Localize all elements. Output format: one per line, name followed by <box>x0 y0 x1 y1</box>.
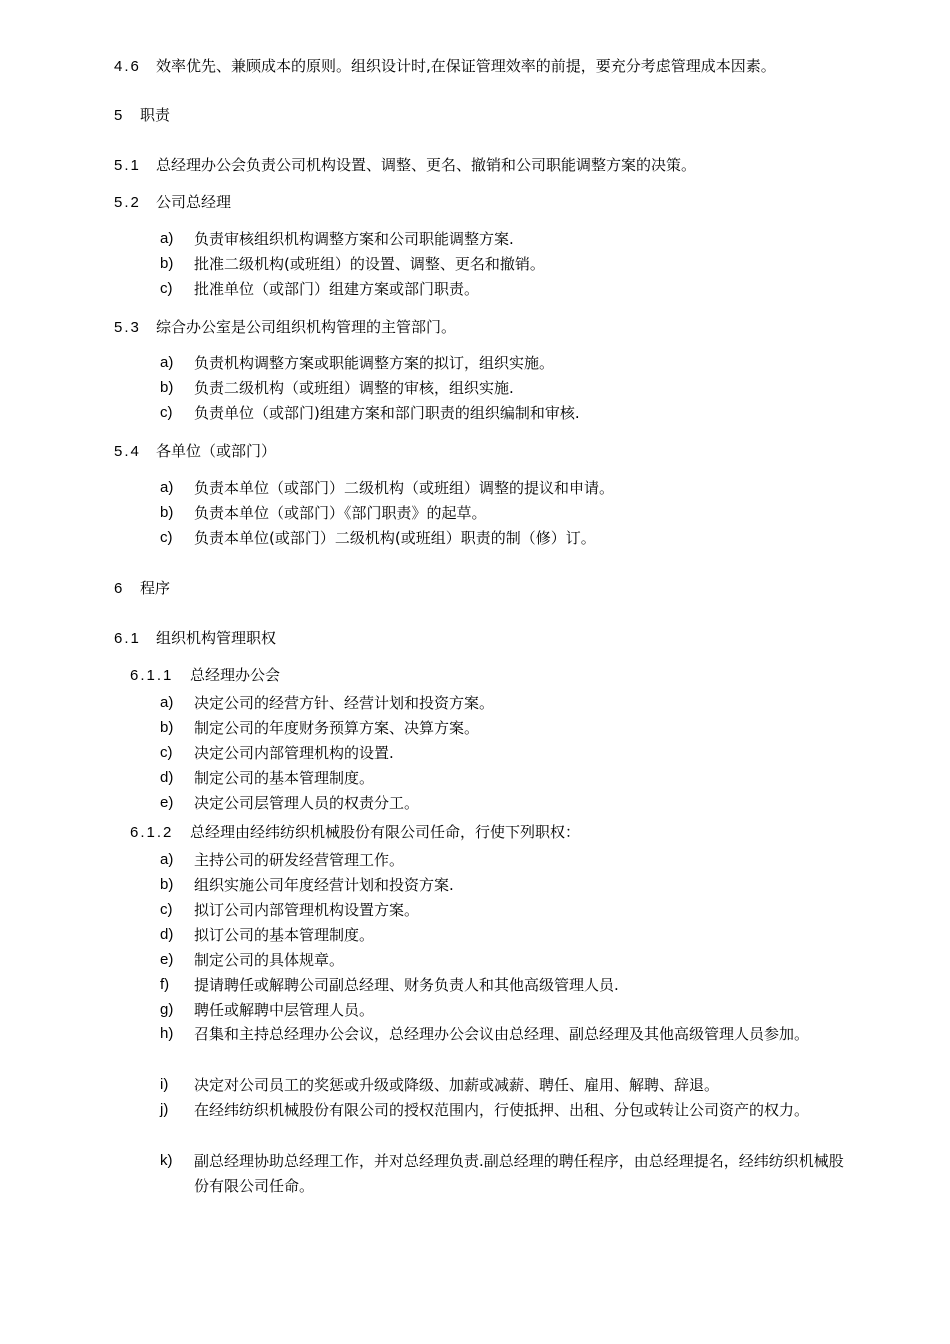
list-text: 制定公司的基本管理制度。 <box>194 769 375 787</box>
list-marker: a) <box>160 694 174 711</box>
section-text: 总经理由经纬纺织机械股份有限公司任命，行使下列职权： <box>190 823 581 841</box>
section-title: 综合办公室是公司组织机构管理的主管部门。 <box>156 318 457 336</box>
section-number: 5.1 <box>114 157 141 174</box>
list-text: 决定公司的经营方针、经营计划和投资方案。 <box>194 694 495 712</box>
list-text: 组织实施公司年度经营计划和投资方案. <box>194 876 454 894</box>
list-text: 决定公司层管理人员的权责分工。 <box>194 794 420 812</box>
list-marker: c) <box>160 529 173 546</box>
section-number: 5.2 <box>114 194 141 211</box>
section-title: 程序 <box>140 579 171 597</box>
section-number: 6.1.1 <box>130 667 174 684</box>
list-text: 聘任或解聘中层管理人员。 <box>194 1001 375 1019</box>
section-6-1 <box>114 628 276 649</box>
list-marker: d) <box>160 926 174 943</box>
list-text: 负责本单位（或部门）二级机构（或班组）调整的提议和申请。 <box>194 479 615 497</box>
section-5-3 <box>114 317 456 338</box>
section-title: 职责 <box>140 106 171 124</box>
list-marker: j) <box>160 1101 169 1118</box>
list-text: 批准单位（或部门）组建方案或部门职责。 <box>194 280 480 298</box>
section-text: 总经理办公会负责公司机构设置、调整、更名、撤销和公司职能调整方案的决策。 <box>156 156 697 174</box>
list-text: 负责二级机构（或班组）调整的审核，组织实施. <box>194 379 514 397</box>
list-text: 拟订公司的基本管理制度。 <box>194 926 375 944</box>
list-marker: b) <box>160 379 174 396</box>
section-number: 6.1 <box>114 630 141 647</box>
list-text: 主持公司的研发经营管理工作。 <box>194 851 405 869</box>
section-number: 5 <box>114 107 125 124</box>
section-title: 总经理办公会 <box>190 666 281 684</box>
section-6-heading <box>114 578 170 599</box>
section-number: 4.6 <box>114 58 141 75</box>
list-text: 召集和主持总经理办公会议，总经理办公会议由总经理、副总经理及其他高级管理人员参加。 <box>194 1025 810 1043</box>
list-text: 制定公司的具体规章。 <box>194 951 345 969</box>
section-number: 5.3 <box>114 319 141 336</box>
list-text: 决定对公司员工的奖惩或升级或降级、加薪或减薪、聘任、雇用、解聘、辞退。 <box>194 1076 720 1094</box>
list-marker: i) <box>160 1076 169 1093</box>
section-number: 6 <box>114 580 125 597</box>
section-number: 6.1.2 <box>130 824 174 841</box>
list-text: 副总经理协助总经理工作，并对总经理负责.副总经理的聘任程序，由总经理提名，经纬纺织机械股份有限公司任命。 <box>194 1152 844 1195</box>
section-text: 效率优先、兼顾成本的原则。组织设计时,在保证管理效率的前提，要充分考虑管理成本因素。 <box>156 57 776 75</box>
list-marker: a) <box>160 354 174 371</box>
list-marker: b) <box>160 504 174 521</box>
list-text: 负责审核组织机构调整方案和公司职能调整方案. <box>194 230 514 248</box>
section-5-4 <box>114 441 276 462</box>
list-marker: c) <box>160 744 173 761</box>
list-marker: b) <box>160 255 174 272</box>
list-text: 在经纬纺织机械股份有限公司的授权范围内，行使抵押、出租、分包或转让公司资产的权力。 <box>194 1101 810 1119</box>
section-4-6 <box>114 56 776 77</box>
list-marker: c) <box>160 404 173 421</box>
list-marker: d) <box>160 769 174 786</box>
list-text: 负责本单位(或部门）二级机构(或班组）职责的制（修）订。 <box>194 529 596 547</box>
list-marker: a) <box>160 230 174 247</box>
section-5-2 <box>114 192 231 213</box>
list-marker: a) <box>160 851 174 868</box>
list-marker: c) <box>160 280 173 297</box>
list-text: 负责本单位（或部门）《部门职责》的起草。 <box>194 504 487 522</box>
list-text: 提请聘任或解聘公司副总经理、财务负责人和其他高级管理人员. <box>194 976 619 994</box>
section-6-1-2 <box>130 822 580 843</box>
section-5-1 <box>114 155 696 176</box>
section-title: 公司总经理 <box>156 193 232 211</box>
list-text: 负责机构调整方案或职能调整方案的拟订，组织实施。 <box>194 354 555 372</box>
section-6-1-1 <box>130 665 280 686</box>
list-marker: b) <box>160 719 174 736</box>
list-text: 决定公司内部管理机构的设置. <box>194 744 394 762</box>
list-marker: b) <box>160 876 174 893</box>
list-marker: g) <box>160 1001 174 1018</box>
list-marker: e) <box>160 794 174 811</box>
list-marker: c) <box>160 901 173 918</box>
list-marker: f) <box>160 976 170 993</box>
list-text: 拟订公司内部管理机构设置方案。 <box>194 901 420 919</box>
section-5-heading <box>114 105 170 126</box>
list-marker: e) <box>160 951 174 968</box>
section-title: 组织机构管理职权 <box>156 629 277 647</box>
list-marker: h) <box>160 1025 174 1042</box>
section-number: 5.4 <box>114 443 141 460</box>
list-marker: k) <box>160 1152 173 1169</box>
list-text: 制定公司的年度财务预算方案、决算方案。 <box>194 719 480 737</box>
list-marker: a) <box>160 479 174 496</box>
section-title: 各单位（或部门） <box>156 442 277 460</box>
list-text: 负责单位（或部门)组建方案和部门职责的组织编制和审核. <box>194 404 580 422</box>
list-text: 批准二级机构(或班组）的设置、调整、更名和撤销。 <box>194 255 545 273</box>
